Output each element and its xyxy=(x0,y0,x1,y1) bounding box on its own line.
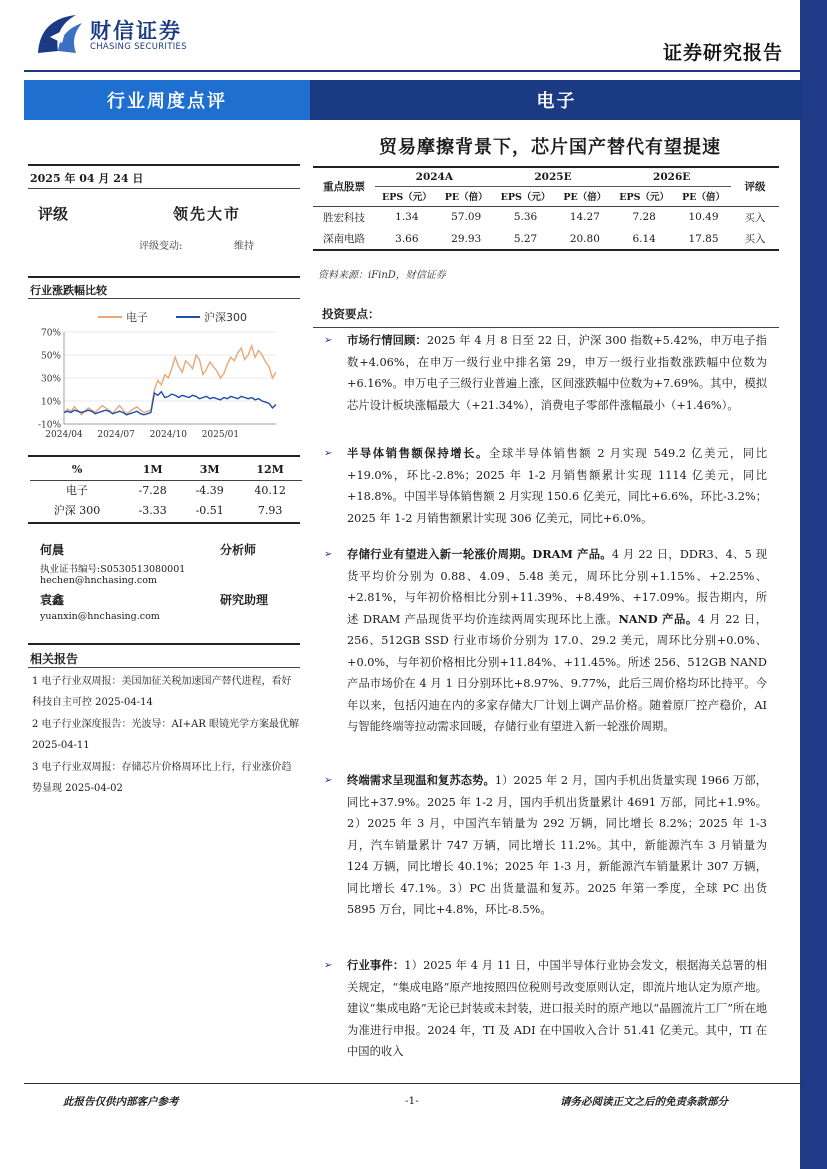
bullet-icon: ➢ xyxy=(324,448,333,459)
divider xyxy=(28,643,300,645)
perf-cell: -0.51 xyxy=(195,503,224,517)
perf-header: 1M xyxy=(142,463,163,477)
sub-header: PE（倍） xyxy=(682,192,725,203)
stock-cell: 57.09 xyxy=(451,211,482,224)
sub-header: EPS（元） xyxy=(619,192,670,203)
year-header: 2024A xyxy=(375,168,494,186)
report-date: 2025 年 04 月 24 日 xyxy=(30,172,144,185)
para-heading: 市场行情回顾： xyxy=(347,333,427,347)
perf-cell: -3.33 xyxy=(138,503,167,517)
storage-paragraph xyxy=(347,544,767,738)
stock-cell: 3.66 xyxy=(395,232,419,245)
para-body: 4 月 22 日，256、512GB SSD 行业市场价分别为 17.0、29.2 美元，周环比分别+0.0%、+0.0%，与年初价格相比分别+11.84%、+11.45%。所述 256、512GB NAND 产品市场价在 4 月 1 日分别环比+8.97%、9.77%，此后三周价格均环比持平。今年以来，包括闪迪在内的多家存储大厂计划上调产品价格。随着原厂控产稳价，AI 与智能终端等拉动需求回暖，存储行业有望进入新一轮涨价周期。 xyxy=(347,612,767,733)
bullet-icon: ➢ xyxy=(324,335,333,346)
perf-cell: 40.12 xyxy=(254,483,286,497)
stock-cell: 29.93 xyxy=(451,232,482,245)
report-title: 贸易摩擦背景下，芯片国产替代有望提速 xyxy=(379,137,721,158)
divider xyxy=(28,188,300,189)
y-tick-label: 70% xyxy=(40,328,61,339)
analyst-email[interactable]: hechen@hnchasing.com xyxy=(40,575,157,586)
page-number: -1- xyxy=(405,1095,419,1107)
performance-row xyxy=(30,480,302,500)
stock-sub-row xyxy=(313,186,779,206)
stock-cell: 7.28 xyxy=(632,211,656,224)
analyst-email[interactable]: yuanxin@hnchasing.com xyxy=(40,611,160,622)
para-body: 1）2025 年 2 月，国内手机出货量实现 1966 万部，同比+37.9%。2025 年 1-2 月，国内手机出货量累计 4691 万部，同比+1.9%。2）2025 年 3 月，中国汽车销量为 292 万辆，同比增长 8.2%；2025 年 1-3 月，汽车销量累计 747 万辆，同比增长 11.2%。其中，新能源汽车 3 月销量为 124 万辆，同比增长 40.1%；2025 年 1-3 月，新能源汽车销量累计 307 万辆，同比增长 47.1%。3）PC 出货量温和复苏。2025 年第一季度，全球 PC 出货 5895 万台，同比+4.8%，环比-8.5%。 xyxy=(347,774,767,916)
analyst-cert: 执业证书编号:S0530513080001 xyxy=(40,564,186,575)
market-review-paragraph xyxy=(347,330,767,416)
investment-points-title: 投资要点： xyxy=(322,307,380,321)
sub-header: EPS（元） xyxy=(500,192,551,203)
perf-cell: 电子 xyxy=(66,484,89,498)
sub-header: PE（倍） xyxy=(563,192,607,203)
rating-change-label: 评级变动: xyxy=(139,241,183,252)
para-body: 1）2025 年 4 月 11 日，中国半导体行业协会发文，根据海关总署的相关规定，“集成电路”原产地按照四位税则号改变原则认定，即流片地认定为原产地。建议“集成电路”无论已封装或未封装，进口报关时的原产地以“晶圆流片工厂”所在地为准进行申报。2024 年，TI 及 ADI 在中国收入合计 51.41 亿美元。其中，TI 在中国的收入 xyxy=(347,959,767,1058)
footer-disclaimer: 此报告仅供内部客户参考 xyxy=(63,1096,179,1108)
stock-rating: 买入 xyxy=(744,233,766,245)
stock-cell: 6.14 xyxy=(632,232,656,245)
para-body: 全球半导体销售额 2 月实现 549.2 亿美元，同比+19.0%，环比-2.8%；2025 年 1-2 月销售额累计实现 1114 亿美元，同比+18.8%。中国半导体销售额 2 月实现 150.6 亿美元，同比+6.6%，环比-3.2%；2025 年 1-2 月销售额累计实现 306 亿美元，同比+6.0%。 xyxy=(347,447,767,525)
x-tick-label: 2024/04 xyxy=(45,430,83,440)
para-body: 4 月 22 日，DDR3、4、5 现货平均价分别为 0.88、4.09、5.48 美元，周环比分别+1.15%、+2.25%、+2.81%，与年初价格相比分别+11.39%、+8.49%、+17.09%。报告期内，所述 DRAM 产品现货平均价连续两周实现环比上涨。 xyxy=(347,548,767,626)
stock-cell: 10.49 xyxy=(688,211,719,224)
edge-bar xyxy=(800,0,827,1169)
sub-header: EPS（元） xyxy=(381,192,432,203)
stock-cell: 14.27 xyxy=(569,211,600,224)
rating-col-header: 评级 xyxy=(744,181,766,194)
legend-label: 沪深300 xyxy=(204,311,247,324)
stock-cell: 17.85 xyxy=(688,232,719,245)
perf-cell: -4.39 xyxy=(195,483,224,497)
brand-english: CHASING SECURITIES xyxy=(90,42,187,52)
stock-col-header: 重点股票 xyxy=(323,181,365,194)
divider xyxy=(28,455,300,457)
analyst-name: 何晨 xyxy=(40,543,65,557)
stock-row xyxy=(313,206,779,228)
year-header: 2025E xyxy=(494,168,613,186)
stock-row xyxy=(313,228,779,250)
stock-cell: 5.36 xyxy=(513,211,538,224)
perf-cell: 7.93 xyxy=(257,503,283,517)
table-source: 资料来源：iFinD，财信证券 xyxy=(318,270,446,281)
divider xyxy=(28,164,300,166)
report-type: 证券研究报告 xyxy=(662,42,783,64)
category-band: 行业周度点评 xyxy=(24,80,310,120)
para-body: 2025 年 4 月 8 日至 22 日，沪深 300 指数+5.42%，申万电子指数+4.06%，在申万一级行业中排名第 29，申万一级行业指数涨跌幅中位数为+6.16%。申万电子三级行业普遍上涨，区间涨跌幅中位数为+7.69%。其中，模拟芯片设计板块涨幅最大（+21.34%），消费电子零部件涨幅最小（+1.46%）。 xyxy=(347,334,767,412)
analyst-name: 袁鑫 xyxy=(40,593,65,607)
chart-lines xyxy=(64,346,276,415)
header-rule xyxy=(24,70,803,72)
sub-header: PE（倍） xyxy=(444,192,488,203)
rating-label: 评级 xyxy=(38,205,69,223)
divider xyxy=(28,298,300,299)
para-heading: 半导体销售额保持增长。 xyxy=(347,446,489,460)
rating-value: 领先大市 xyxy=(173,205,242,223)
x-tick-label: 2025/01 xyxy=(201,430,240,440)
related-report-link[interactable]: 3 电子行业双周报：存储芯片价格周环比上行，行业涨价趋势显现 2025-04-02 xyxy=(32,762,292,794)
performance-header-row xyxy=(30,460,302,480)
performance-row xyxy=(30,500,302,520)
related-report-link[interactable]: 1 电子行业双周报：美国加征关税加速国产替代进程，看好科技自主可控 2025-04-14 xyxy=(32,676,292,708)
stock-cell: 1.34 xyxy=(395,211,419,224)
perf-header: 3M xyxy=(199,463,220,477)
stock-cell: 20.80 xyxy=(569,232,600,245)
perf-cell: 沪深 300 xyxy=(53,504,101,517)
para-heading: 存储行业有望进入新一轮涨价周期。DRAM 产品。 xyxy=(347,547,612,561)
divider xyxy=(28,276,300,278)
y-tick-label: 50% xyxy=(40,351,61,362)
perf-cell: -7.28 xyxy=(138,483,167,497)
analyst-role: 分析师 xyxy=(220,543,257,557)
key-stocks-table xyxy=(313,168,779,251)
bullet-icon: ➢ xyxy=(324,960,333,971)
semiconductor-sales-paragraph xyxy=(347,443,767,529)
performance-chart xyxy=(28,306,290,446)
stock-year-row xyxy=(313,168,779,186)
x-tick-label: 2024/10 xyxy=(149,430,187,440)
para-heading: 行业事件： xyxy=(347,958,405,972)
bullet-icon: ➢ xyxy=(324,775,333,786)
y-tick-label: -10% xyxy=(37,420,61,431)
rating-change-value: 维持 xyxy=(234,241,254,252)
related-reports-title: 相关报告 xyxy=(30,652,79,666)
chart-legend xyxy=(98,310,247,324)
perf-header: % xyxy=(71,463,83,477)
performance-table xyxy=(30,460,302,520)
stock-rating: 买入 xyxy=(744,211,766,224)
footer-notice: 请务必阅读正文之后的免责条款部分 xyxy=(560,1096,728,1108)
industry-events-paragraph xyxy=(347,955,767,1063)
brand-name: 财信证券 xyxy=(90,19,182,43)
stock-name: 胜宏科技 xyxy=(323,211,365,224)
related-report-link[interactable]: 2 电子行业深度报告：光波导：AI+AR 眼镜光学方案最优解 2025-04-11 xyxy=(32,719,300,751)
bullet-icon: ➢ xyxy=(324,549,333,560)
divider xyxy=(28,667,300,668)
x-tick-label: 2024/07 xyxy=(97,430,135,440)
divider xyxy=(28,522,300,524)
year-header: 2026E xyxy=(612,168,731,186)
series-line xyxy=(64,346,276,415)
compare-title: 行业涨跌幅比较 xyxy=(30,284,107,297)
footer-rule xyxy=(24,1083,803,1084)
legend-label: 电子 xyxy=(126,311,148,324)
perf-header: 12M xyxy=(256,463,284,477)
para-heading: 终端需求呈现温和复苏态势。 xyxy=(347,773,495,787)
y-tick-label: 10% xyxy=(40,397,61,408)
para-heading: NAND 产品。 xyxy=(618,611,698,626)
divider xyxy=(313,327,779,328)
stock-cell: 5.27 xyxy=(513,232,538,245)
y-tick-label: 30% xyxy=(40,374,61,385)
stock-name: 深南电路 xyxy=(323,233,365,245)
industry-band: 电子 xyxy=(310,80,803,120)
analyst-role: 研究助理 xyxy=(220,593,269,607)
terminal-demand-paragraph xyxy=(347,770,767,921)
